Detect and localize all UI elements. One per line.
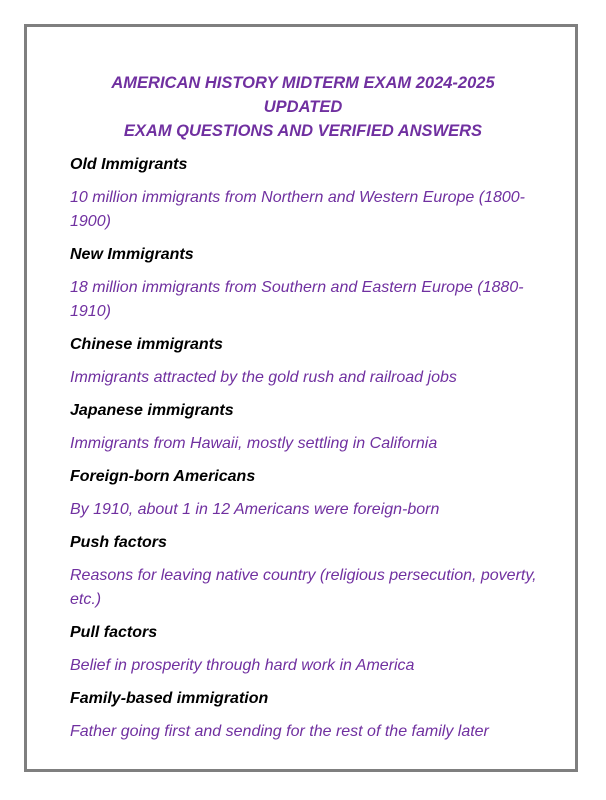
title-line-2: EXAM QUESTIONS AND VERIFIED ANSWERS (123, 122, 483, 140)
document-body (70, 71, 540, 754)
document-title (70, 71, 536, 143)
title-line-1: AMERICAN HISTORY MIDTERM EXAM 2024-2025 UPDATED (111, 74, 495, 116)
definition-foreign-born-americans: By 1910, about 1 in 12 Americans were foreign-born (70, 501, 440, 518)
term-foreign-born-americans: Foreign-born Americans (70, 468, 256, 485)
term-pull-factors: Pull factors (70, 624, 158, 641)
definition-new-immigrants: 18 million immigrants from Southern and Eastern Europe (1880-1910) (70, 279, 524, 320)
definition-family-based-immigration: Father going first and sending for the rest of the family later (70, 723, 489, 740)
term-japanese-immigrants: Japanese immigrants (70, 402, 234, 419)
term-family-based-immigration: Family-based immigration (70, 690, 269, 707)
definition-old-immigrants: 10 million immigrants from Northern and Western Europe (1800-1900) (70, 189, 526, 230)
term-new-immigrants: New Immigrants (70, 246, 194, 263)
definition-chinese-immigrants: Immigrants attracted by the gold rush and railroad jobs (70, 369, 457, 386)
definition-japanese-immigrants: Immigrants from Hawaii, mostly settling in California (70, 435, 438, 452)
term-push-factors: Push factors (70, 534, 167, 551)
definition-push-factors: Reasons for leaving native country (religious persecution, poverty, etc.) (70, 567, 537, 608)
definition-pull-factors: Belief in prosperity through hard work in America (70, 657, 415, 674)
term-old-immigrants: Old Immigrants (70, 156, 188, 173)
term-chinese-immigrants: Chinese immigrants (70, 336, 223, 353)
